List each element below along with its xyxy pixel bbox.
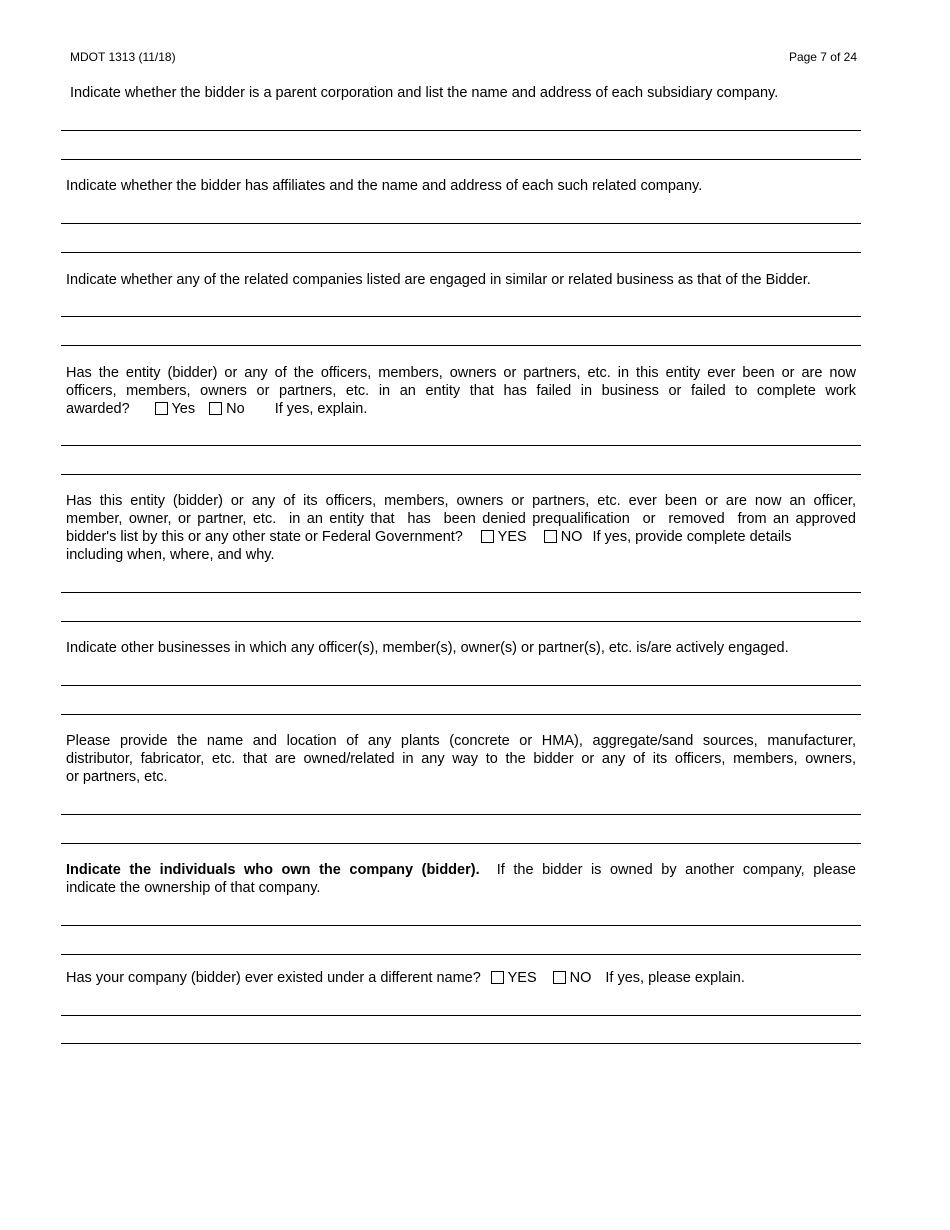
yes-checkbox[interactable] <box>155 402 168 415</box>
form-id: MDOT 1313 (11/18) <box>70 50 176 64</box>
answer-line[interactable] <box>61 345 861 346</box>
answer-line[interactable] <box>61 592 861 593</box>
answer-line[interactable] <box>61 252 861 253</box>
answer-line[interactable] <box>61 223 861 224</box>
question-failed-business-line3 <box>66 400 856 418</box>
question-text: If the bidder is owned by another company, please <box>496 862 856 878</box>
question-other-businesses: Indicate other businesses in which any officer(s), member(s), owner(s) or partner(s), etc. is/are actively engaged. <box>66 640 789 656</box>
answer-line[interactable] <box>61 925 861 926</box>
question-denied-prequal-line2: member, owner, or partner, etc. in an entity that has been denied prequalification or removed from an approved <box>66 511 856 527</box>
no-label: No <box>226 401 245 417</box>
question-denied-prequal-line4: including when, where, and why. <box>66 547 275 563</box>
followup-text: If yes, explain. <box>274 401 368 417</box>
question-denied-prequal-line3 <box>66 528 856 546</box>
followup-text: If yes, please explain. <box>605 970 745 986</box>
question-failed-business-line2: officers, members, owners or partners, etc. in an entity that has failed in business or failed to complete work <box>66 383 856 399</box>
question-affiliates: Indicate whether the bidder has affiliates and the name and address of each such related company. <box>66 178 703 194</box>
answer-line[interactable] <box>61 130 861 131</box>
no-checkbox[interactable] <box>209 402 222 415</box>
question-denied-prequal-line1: Has this entity (bidder) or any of its officers, members, owners or partners, etc. ever been or are now an officer, <box>66 493 856 509</box>
question-bold-text: Indicate the individuals who own the company (bidder). <box>66 862 480 878</box>
question-subsidiaries: Indicate whether the bidder is a parent corporation and list the name and address of each subsidiary company. <box>70 85 779 101</box>
yes-label: YES <box>497 529 527 545</box>
question-ownership-line2: indicate the ownership of that company. <box>66 880 321 896</box>
question-ownership-line1 <box>66 861 856 879</box>
yes-checkbox[interactable] <box>491 971 504 984</box>
answer-line[interactable] <box>61 714 861 715</box>
followup-text: If yes, provide complete details <box>592 529 792 545</box>
yes-checkbox[interactable] <box>481 530 494 543</box>
answer-line[interactable] <box>61 474 861 475</box>
answer-line[interactable] <box>61 159 861 160</box>
answer-line[interactable] <box>61 1043 861 1044</box>
no-checkbox[interactable] <box>553 971 566 984</box>
question-related-business: Indicate whether any of the related companies listed are engaged in similar or related business as that of the Bidder. <box>66 272 811 288</box>
no-label: NO <box>560 529 583 545</box>
question-plants-line2: distributor, fabricator, etc. that are owned/related in any way to the bidder or any of its officers, members, owners, <box>66 751 856 767</box>
answer-line[interactable] <box>61 621 861 622</box>
question-failed-business-line1: Has the entity (bidder) or any of the officers, members, owners or partners, etc. in this entity ever been or are now <box>66 365 856 381</box>
question-different-name <box>66 969 866 987</box>
question-plants-line1: Please provide the name and location of any plants (concrete or HMA), aggregate/sand sources, manufacturer, <box>66 733 856 749</box>
no-label: NO <box>569 970 592 986</box>
no-checkbox[interactable] <box>544 530 557 543</box>
question-text: Has your company (bidder) ever existed under a different name? <box>66 970 481 986</box>
answer-line[interactable] <box>61 954 861 955</box>
answer-line[interactable] <box>61 316 861 317</box>
answer-line[interactable] <box>61 843 861 844</box>
answer-line[interactable] <box>61 814 861 815</box>
answer-line[interactable] <box>61 685 861 686</box>
question-text: bidder's list by this or any other state or Federal Government? <box>66 529 463 545</box>
yes-label: Yes <box>171 401 196 417</box>
question-text: awarded? <box>66 401 130 417</box>
yes-label: YES <box>507 970 537 986</box>
page-number: Page 7 of 24 <box>788 50 857 64</box>
answer-line[interactable] <box>61 445 861 446</box>
question-plants-line3: or partners, etc. <box>66 769 168 785</box>
answer-line[interactable] <box>61 1015 861 1016</box>
